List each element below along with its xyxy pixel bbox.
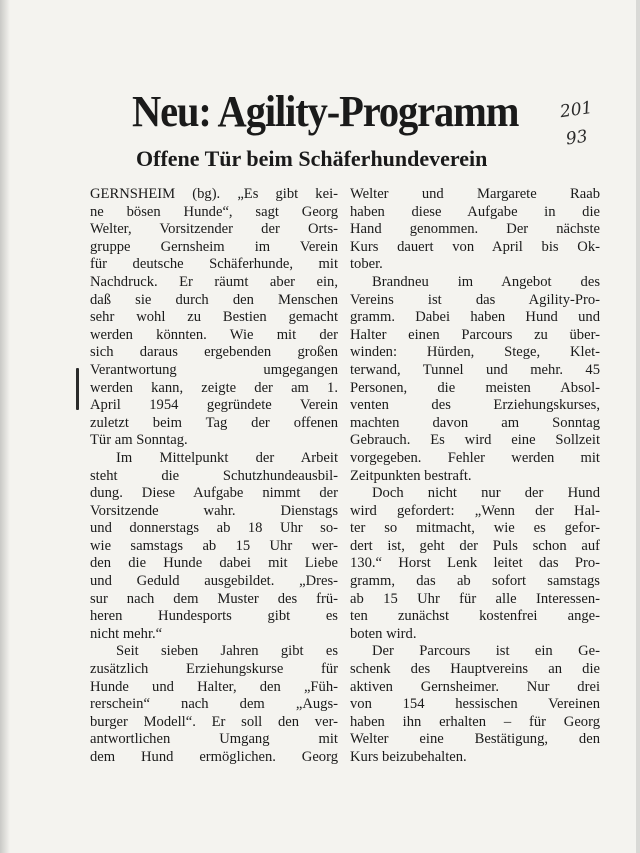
body-line: Brandneu im Angebot des [372, 273, 600, 290]
body-line: 130.“ Horst Lenk leitet das Pro- [350, 555, 600, 572]
body-line: sur nach dem Muster des frü- [90, 590, 338, 607]
body-line: wird gefordert: „Wenn der Hal- [350, 502, 600, 519]
body-line: zuletzt beim Tag der offenen [90, 414, 338, 431]
body-line: Doch nicht nur der Hund [372, 485, 600, 502]
body-line: rerschein“ nach dem „Augs- [90, 696, 338, 713]
body-line: vorgegeben. Fehler werden mit [350, 449, 600, 466]
body-line: ab 15 Uhr für alle Interessen- [350, 590, 600, 607]
body-line: Zeitpunkten bestraft. [350, 467, 472, 484]
margin-mark [76, 368, 79, 410]
body-line: Welter, Vorsitzender der Orts- [90, 221, 338, 238]
scan-edge-right [636, 0, 640, 853]
article-subheadline: Offene Tür beim Schäferhundeverein [136, 146, 488, 171]
body-line: Kurs dauert von April bis Ok- [350, 238, 600, 255]
body-line: Gebrauch. Es wird eine Sollzeit [350, 432, 600, 449]
body-line: von 154 hessischen Vereinen [350, 696, 600, 713]
body-line: GERNSHEIM (bg). „Es gibt kei- [90, 186, 338, 202]
body-line: burger Modell“. Er soll den ver- [90, 713, 338, 730]
body-line: haben ihn erhalten – für Georg [350, 713, 600, 730]
body-line: antwortlichen Umgang mit [90, 731, 338, 748]
body-line: machten davon am Sonntag [350, 414, 600, 431]
body-line: dert ist, geht der Puls schon auf [350, 537, 600, 554]
body-line: sehr wohl zu Bestien gemacht [90, 309, 338, 326]
body-line: zusätzlich Erziehungskurse für [90, 661, 338, 678]
body-line: gramm. Dabei haben Hund und [350, 309, 600, 326]
body-line: heren Hundesports gibt es [90, 608, 338, 625]
body-line: Personen, die meisten Absol- [350, 379, 600, 396]
body-line: boten wird. [350, 625, 417, 642]
body-line: dem Hund ermöglichen. Georg [90, 749, 338, 765]
body-line: ne bösen Hunde“, sagt Georg [90, 203, 338, 220]
body-line: dung. Diese Aufgabe nimmt der [90, 485, 338, 502]
body-line: daß sie durch den Menschen [90, 291, 338, 308]
body-line: April 1954 gegründete Verein [90, 397, 338, 414]
body-line: Hunde und Halter, den „Füh- [90, 678, 338, 695]
body-line: den die Hunde dabei mit Liebe [90, 555, 338, 572]
body-line: Verantwortung umgegangen [90, 361, 338, 378]
body-line: steht die Schutzhundeausbil- [90, 467, 338, 484]
handwritten-note-line-1: 201 [558, 97, 594, 123]
body-line: werden könnten. Wie mit der [90, 326, 338, 343]
body-line: Hand genommen. Der nächste [350, 221, 600, 238]
body-line: Tür am Sonntag. [90, 432, 188, 449]
body-line: Nachdruck. Er räumt aber ein, [90, 273, 338, 290]
handwritten-note-line-2: 93 [564, 126, 589, 150]
article-column-left [90, 186, 338, 767]
body-line: venten des Erziehungskurses, [350, 397, 600, 414]
body-line: und donnerstags ab 18 Uhr so- [90, 520, 338, 537]
article-column-right [350, 186, 600, 767]
body-line: Welter und Margarete Raab [350, 186, 600, 202]
body-line: Kurs beizubehalten. [350, 749, 467, 765]
body-line: gramm, das ab sofort samstags [350, 573, 600, 590]
scan-edge-left [0, 0, 10, 853]
body-line: Welter eine Bestätigung, den [350, 731, 600, 748]
body-line: Vorsitzende wahr. Dienstags [90, 502, 338, 519]
body-line: werden kann, zeigte der am 1. [90, 379, 338, 396]
body-line: Der Parcours ist ein Ge- [372, 643, 600, 660]
body-line: gruppe Gernsheim im Verein [90, 238, 338, 255]
body-line: Seit sieben Jahren gibt es [116, 643, 338, 660]
body-line: ten zunächst kostenfrei ange- [350, 608, 600, 625]
body-line: terwand, Tunnel und mehr. 45 [350, 361, 600, 378]
body-line: aktiven Gernsheimer. Nur drei [350, 678, 600, 695]
article-headline: Neu: Agility-Programm [132, 87, 519, 136]
body-line: tober. [350, 256, 383, 273]
body-line: Vereins ist das Agility-Pro- [350, 291, 600, 308]
body-line: für deutsche Schäferhunde, mit [90, 256, 338, 273]
body-line: winden: Hürden, Stege, Klet- [350, 344, 600, 361]
body-line: ter so mitmacht, wie es gefor- [350, 520, 600, 537]
body-line: sich daraus ergebenden großen [90, 344, 338, 361]
body-line: Im Mittelpunkt der Arbeit [116, 449, 338, 466]
body-line: und Geduld ausgebildet. „Dres- [90, 573, 338, 590]
body-line: Halter einen Parcours zu über- [350, 326, 600, 343]
body-line: nicht mehr.“ [90, 625, 163, 642]
body-line: haben diese Aufgabe in die [350, 203, 600, 220]
body-line: wie samstags ab 15 Uhr wer- [90, 537, 338, 554]
body-line: schenk des Hauptvereins an die [350, 661, 600, 678]
